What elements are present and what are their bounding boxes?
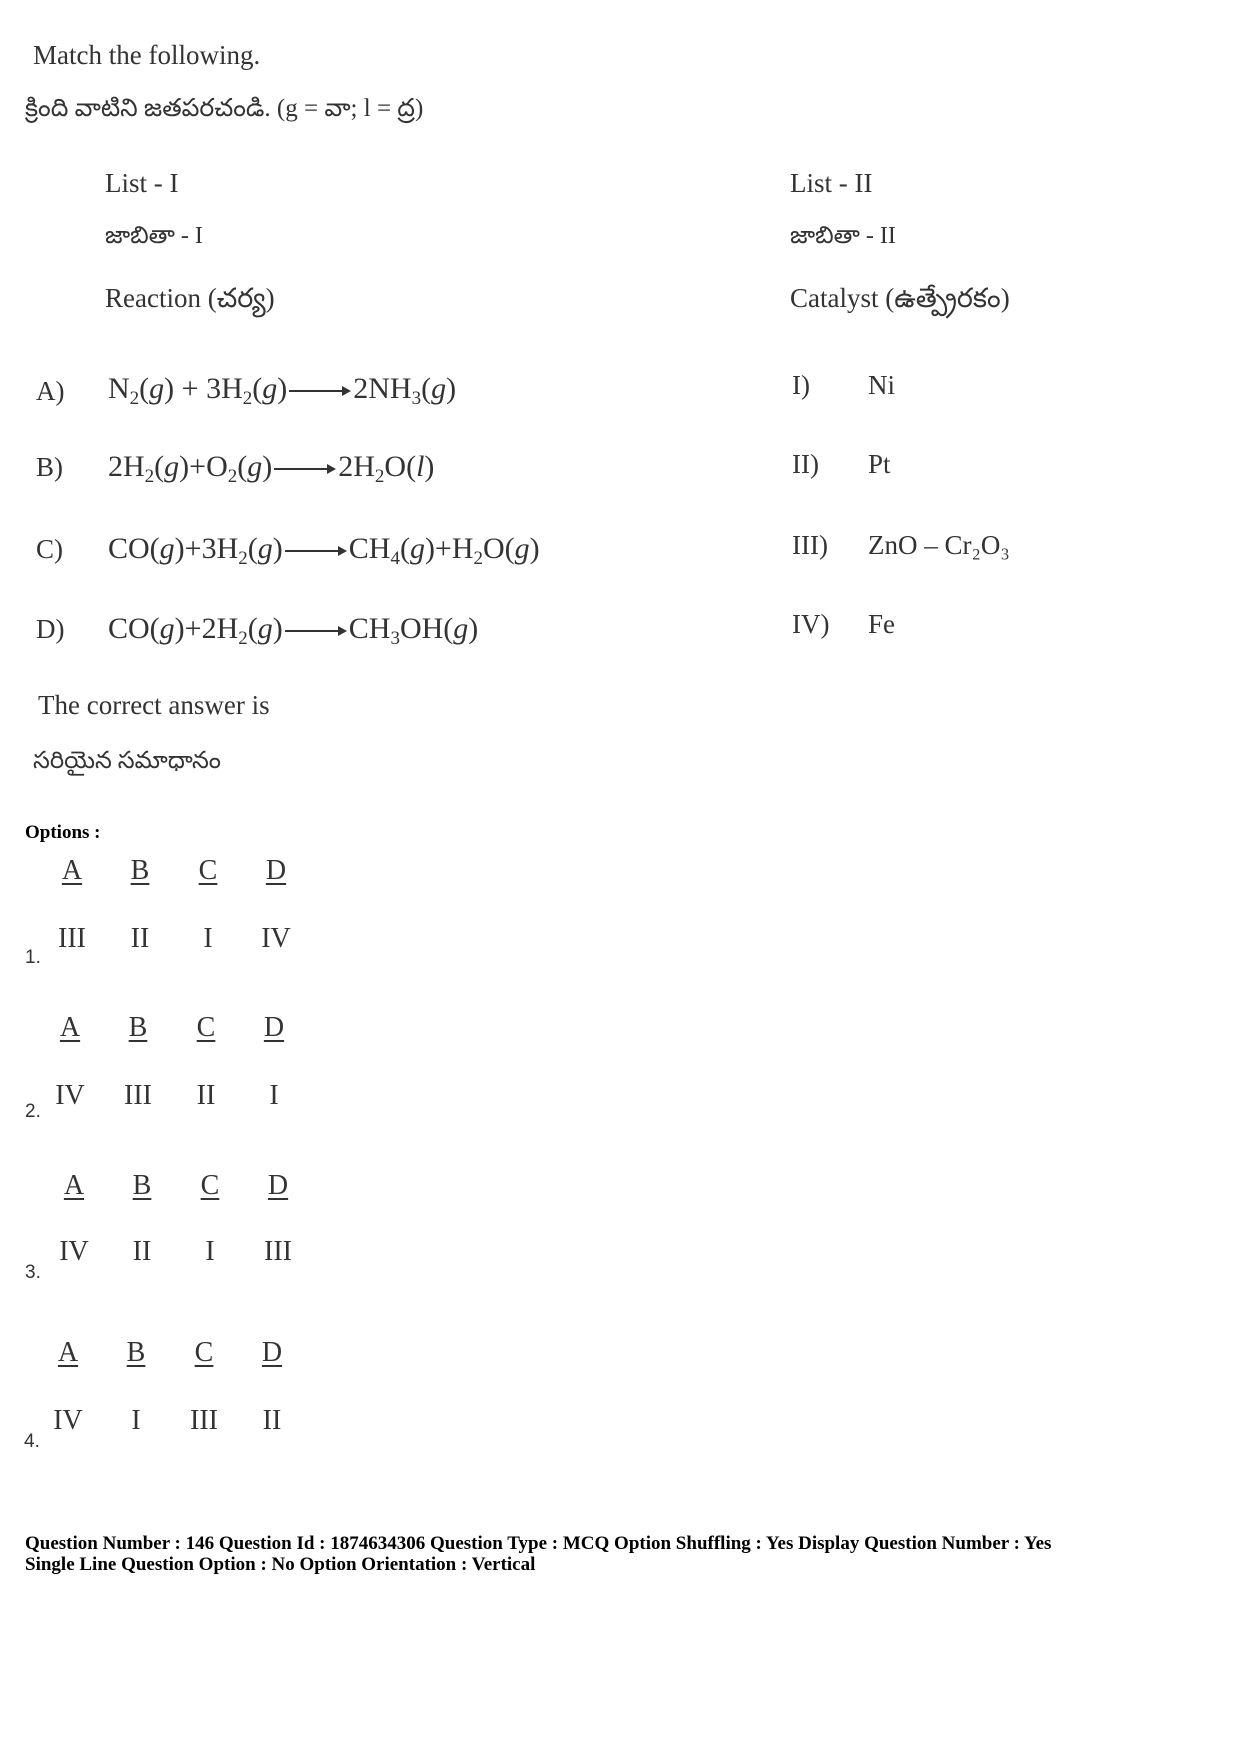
question-meta-line-2: Single Line Question Option : No Option Orientation : Vertical bbox=[25, 1554, 536, 1575]
list2-header: List - II bbox=[790, 168, 873, 198]
option-value-c: II bbox=[196, 1080, 216, 1111]
option-header-d: D bbox=[267, 1170, 289, 1201]
option-header-b: B bbox=[130, 855, 150, 886]
reaction-label-b: B) bbox=[36, 452, 63, 482]
option-value-d: II bbox=[262, 1405, 282, 1436]
list1-subheader: Reaction (చర్య) bbox=[105, 283, 275, 313]
option-value-c: III bbox=[190, 1405, 218, 1436]
reaction-c-equation: $CO(g)+3H_2(g)$ $CH_4(g)+H_2O(g)$ bbox=[108, 532, 540, 569]
reaction-arrow-icon bbox=[274, 464, 336, 474]
catalyst-value-i: Ni bbox=[868, 370, 895, 400]
option-value-d: I bbox=[269, 1080, 279, 1111]
catalyst-label-iv: IV) bbox=[792, 609, 830, 639]
option-value-b: II bbox=[130, 923, 150, 954]
option-header-b: B bbox=[132, 1170, 152, 1201]
option-value-c: I bbox=[203, 923, 213, 954]
catalyst-label-i: I) bbox=[792, 370, 810, 400]
reaction-b-equation: $2H_2(g)+O_2(g)$ $2H_2O(l)$ bbox=[108, 450, 435, 487]
question-title-telugu: క్రింది వాటిని జతపరచండి. (g = వా; l = ద్ర) bbox=[25, 95, 424, 122]
option-header-a: A bbox=[59, 1012, 81, 1043]
reaction-label-d: D) bbox=[36, 614, 65, 644]
option-header-d: D bbox=[263, 1012, 285, 1043]
option-header-a: A bbox=[61, 855, 83, 886]
option-header-c: C bbox=[194, 1337, 214, 1368]
option-header-d: D bbox=[261, 1337, 283, 1368]
question-meta-line-1: Question Number : 146 Question Id : 1874634306 Question Type : MCQ Option Shuffling : Yes Display Question Number : Yes bbox=[25, 1533, 1052, 1554]
option-value-b: II bbox=[132, 1236, 152, 1267]
option-header-b: B bbox=[126, 1337, 146, 1368]
catalyst-label-iii: III) bbox=[792, 530, 828, 560]
option-number: 1. bbox=[25, 947, 41, 968]
reaction-arrow-icon bbox=[285, 626, 347, 636]
option-value-d: III bbox=[264, 1236, 292, 1267]
catalyst-value-ii: Pt bbox=[868, 449, 891, 479]
option-header-a: A bbox=[57, 1337, 79, 1368]
catalyst-value-iii: ZnO – Cr₂O₃ bbox=[868, 530, 1010, 560]
option-header-d: D bbox=[265, 855, 287, 886]
reaction-label-a: A) bbox=[36, 376, 65, 406]
option-header-c: C bbox=[196, 1012, 216, 1043]
option-value-a: IV bbox=[53, 1405, 83, 1436]
option-header-a: A bbox=[63, 1170, 85, 1201]
list2-header-telugu: జాబితా - II bbox=[790, 223, 896, 249]
options-label: Options : bbox=[25, 822, 101, 843]
answer-prompt-telugu: సరియైన సమాధానం bbox=[33, 748, 221, 774]
catalyst-value-iv: Fe bbox=[868, 609, 895, 639]
option-value-a: IV bbox=[55, 1080, 85, 1111]
question-title: Match the following. bbox=[33, 40, 261, 70]
option-number: 2. bbox=[25, 1101, 41, 1122]
reaction-a-equation: $N_2(g) + 3H_2(g)$ $2NH_3(g)$ bbox=[108, 372, 457, 409]
option-value-d: IV bbox=[261, 923, 291, 954]
option-header-c: C bbox=[200, 1170, 220, 1201]
option-value-a: III bbox=[58, 923, 86, 954]
option-value-a: IV bbox=[59, 1236, 89, 1267]
option-value-b: III bbox=[124, 1080, 152, 1111]
answer-prompt: The correct answer is bbox=[38, 690, 270, 720]
reaction-arrow-icon bbox=[285, 546, 347, 556]
option-header-c: C bbox=[198, 855, 218, 886]
option-value-c: I bbox=[205, 1236, 215, 1267]
option-number: 3. bbox=[25, 1262, 41, 1283]
reaction-label-c: C) bbox=[36, 534, 63, 564]
option-value-b: I bbox=[131, 1405, 141, 1436]
catalyst-label-ii: II) bbox=[792, 449, 819, 479]
list1-header: List - I bbox=[105, 168, 179, 198]
reaction-arrow-icon bbox=[289, 386, 351, 396]
option-number: 4. bbox=[24, 1431, 40, 1452]
list2-subheader: Catalyst (ఉత్ప్రేరకం) bbox=[790, 283, 1010, 313]
reaction-d-equation: $CO(g)+2H_2(g)$ $CH_3OH(g)$ bbox=[108, 612, 479, 649]
option-header-b: B bbox=[128, 1012, 148, 1043]
list1-header-telugu: జాబితా - I bbox=[105, 223, 203, 249]
